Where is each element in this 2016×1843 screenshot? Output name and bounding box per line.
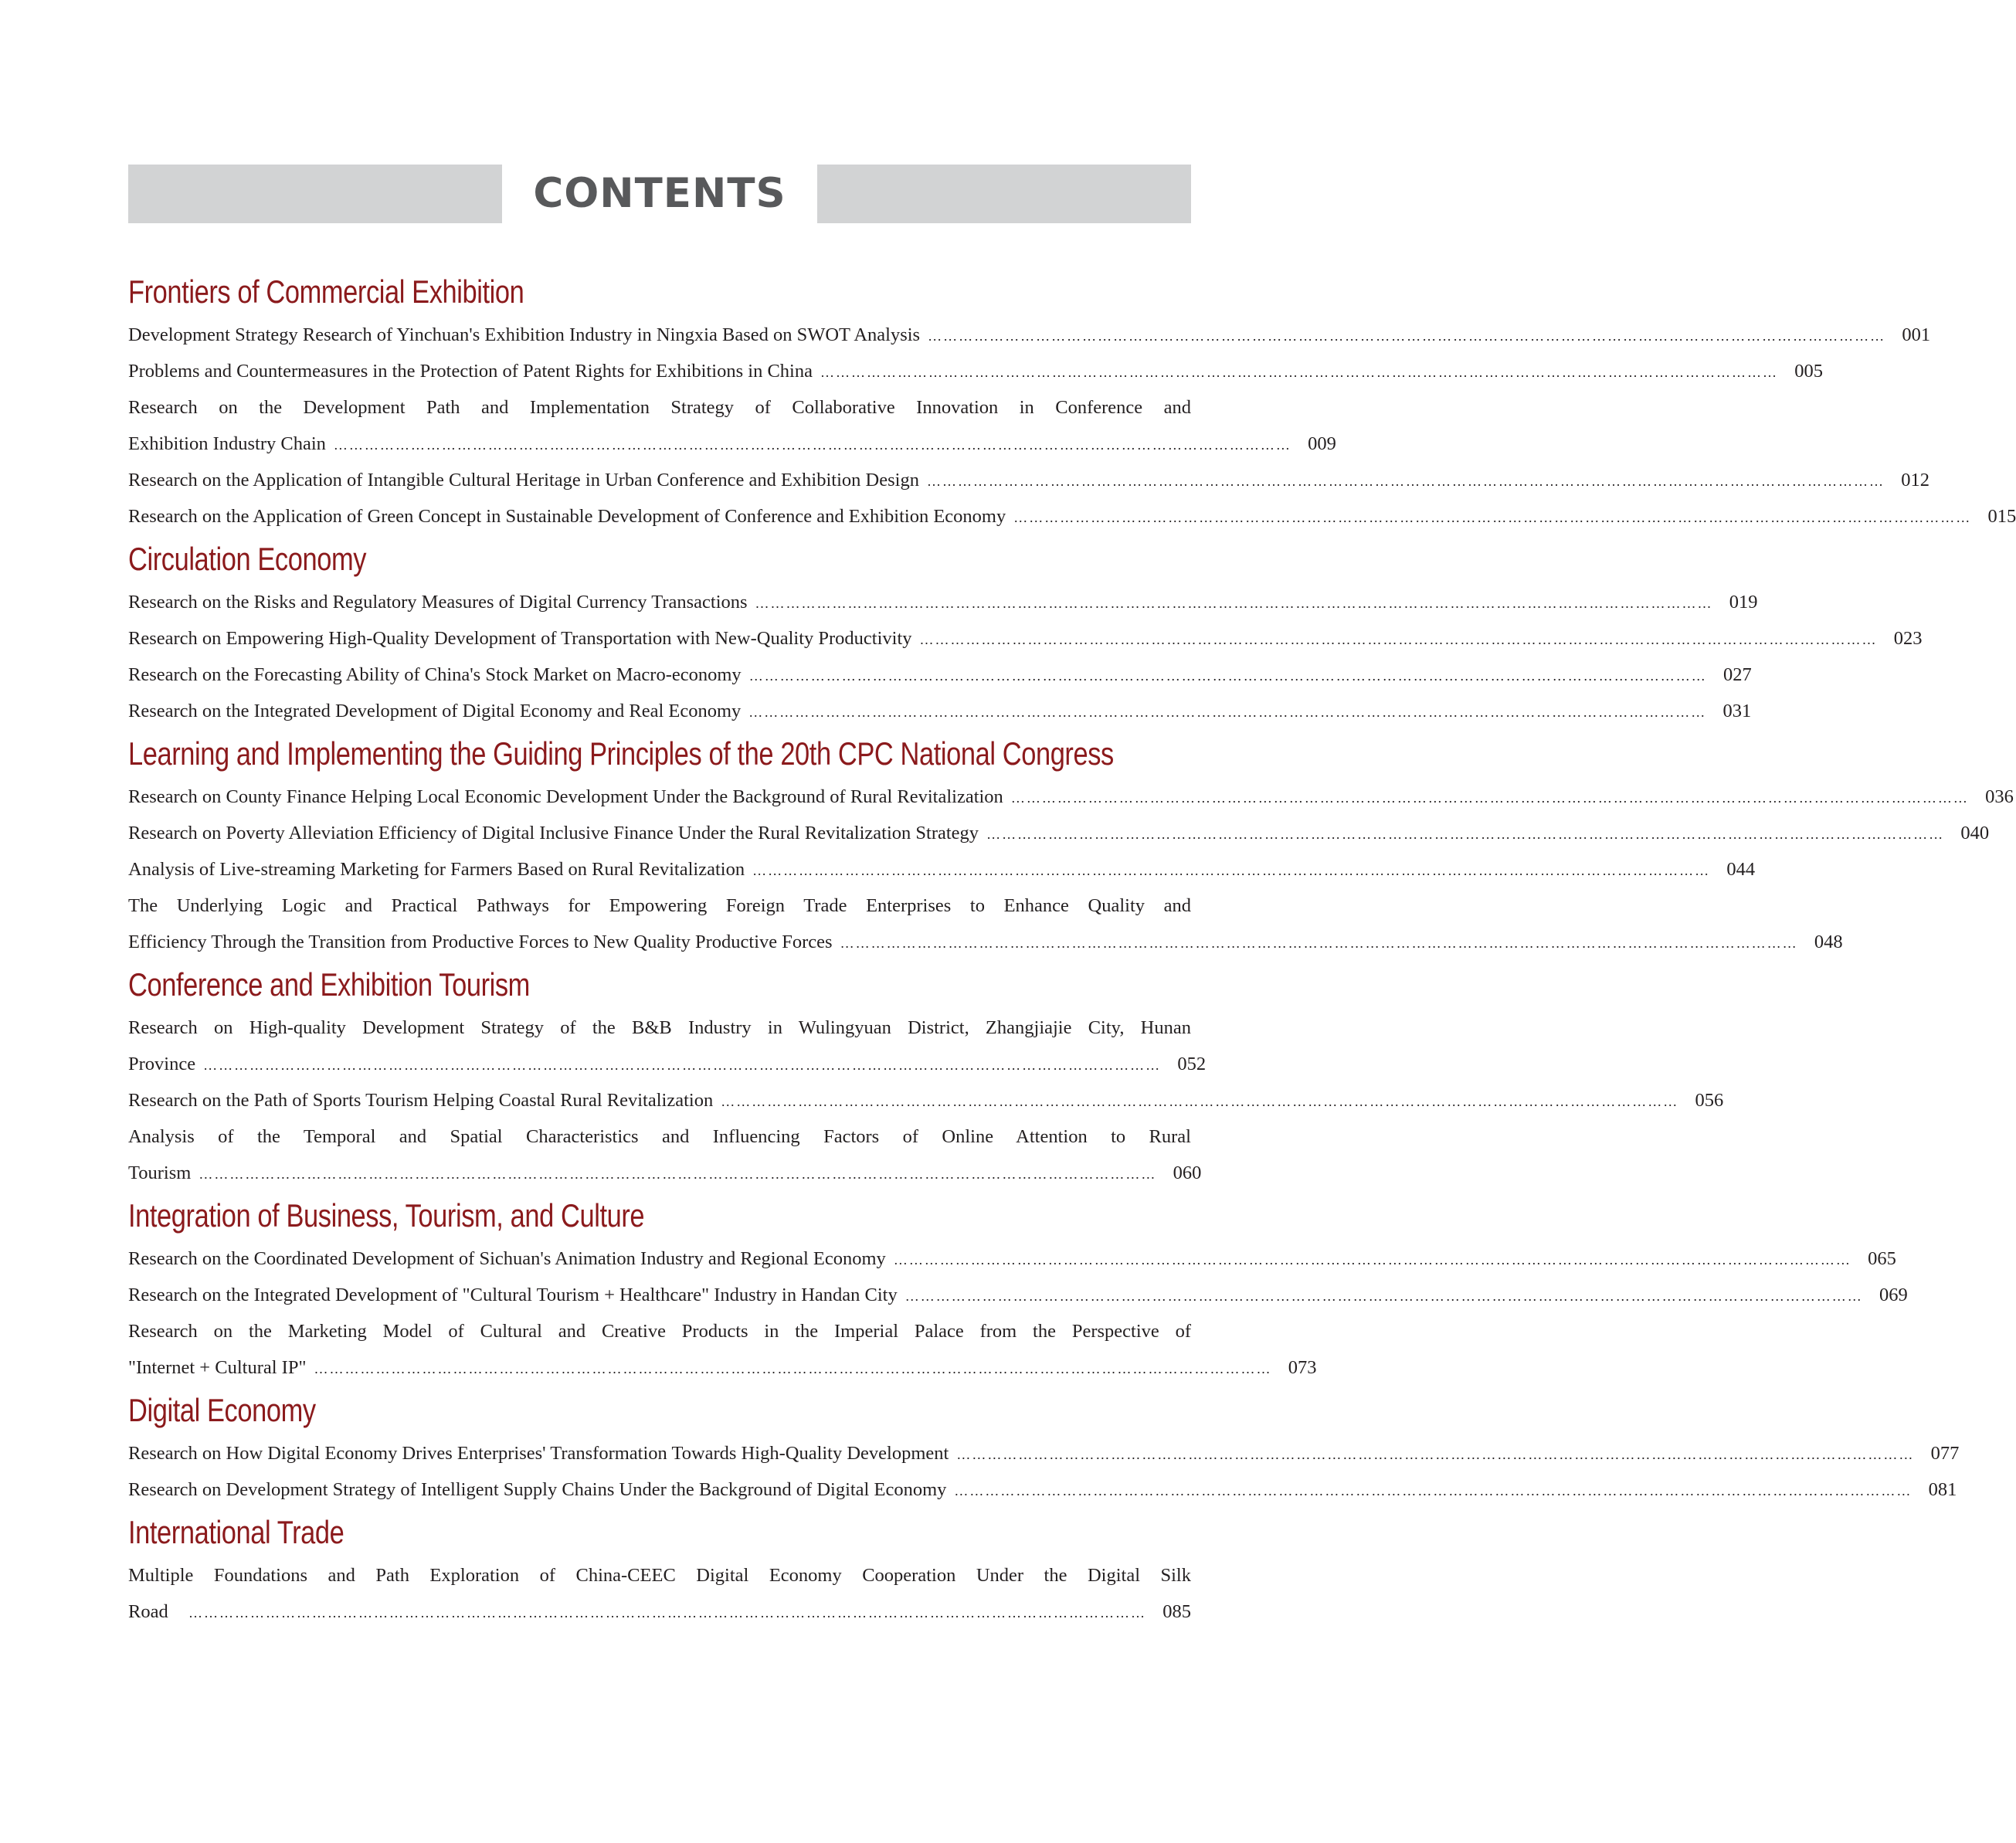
toc-entry[interactable]: [128, 353, 1823, 389]
toc-entry[interactable]: [128, 1471, 1957, 1508]
dot-leader: ……………………………………………………………………………………………………………………………………………………………………: [755, 596, 1713, 611]
dot-leader: ……………………………………………………………………………………………………………………………………………………………………: [721, 1094, 1679, 1109]
entry-line: [128, 1435, 1960, 1471]
toc-entry[interactable]: [128, 657, 1752, 693]
toc-entry[interactable]: [128, 851, 1756, 888]
entry-line: [128, 1155, 1202, 1191]
page-number: 077: [1930, 1443, 1960, 1464]
dot-leader: ……………………………………………………………………………………………………………………………………………………………………: [199, 1166, 1157, 1182]
entry-line: [128, 426, 1336, 462]
section-title: Learning and Implementing the Guiding Principles of the 20th CPC National Congress: [128, 735, 1114, 772]
dot-leader: ……………………………………………………………………………………………………………………………………………………………………: [1013, 510, 1972, 525]
page-number: 065: [1868, 1248, 1896, 1269]
dot-leader: ……………………………………………………………………………………………………………………………………………………………………: [1010, 790, 1969, 806]
entry-title-line1: Multiple Foundations and Path Exploration of China-CEEC Digital Economy Cooperation Under the Digital Silk: [128, 1565, 1191, 1586]
page-number: 052: [1177, 1054, 1207, 1074]
toc-entry[interactable]: [128, 1010, 1207, 1082]
toc-section: [128, 1508, 1191, 1630]
entry-title: Research on the Integrated Development of Digital Economy and Real Economy: [128, 701, 742, 721]
entry-title-line1: Analysis of the Temporal and Spatial Characteristics and Influencing Factors of Online Attention to Rural: [128, 1126, 1191, 1147]
dot-leader: ……………………………………………………………………………………………………………………………………………………………………: [919, 632, 1878, 647]
dot-leader: ……………………………………………………………………………………………………………………………………………………………………: [748, 704, 1707, 720]
section-title: Integration of Business, Tourism, and Culture: [128, 1197, 645, 1234]
section-title: Frontiers of Commercial Exhibition: [128, 273, 524, 310]
dot-leader: ……………………………………………………………………………………………………………………………………………………………………: [333, 437, 1291, 453]
entry-line: [128, 584, 1758, 620]
dot-leader: ……………………………………………………………………………………………………………………………………………………………………: [840, 935, 1798, 951]
entry-title: Road: [128, 1601, 168, 1622]
entry-title: Research on the Application of Green Concept in Sustainable Development of Conference and Exhibition Economy: [128, 506, 1006, 527]
entry-line: [128, 657, 1752, 693]
toc-entry[interactable]: [128, 620, 1923, 657]
dot-leader: ……………………………………………………………………………………………………………………………………………………………………: [928, 328, 1886, 344]
page-number: 015: [1987, 506, 2016, 527]
contents-page: [128, 165, 2016, 1630]
dot-leader: ……………………………………………………………………………………………………………………………………………………………………: [986, 826, 1945, 842]
table-of-contents: [128, 267, 2016, 1630]
entry-title: Research on the Forecasting Ability of China's Stock Market on Macro-economy: [128, 664, 742, 685]
dot-leader: ……………………………………………………………………………………………………………………………………………………………………: [748, 668, 1707, 684]
entry-line: [128, 779, 2014, 815]
toc-entry[interactable]: [128, 1241, 1896, 1277]
toc-entry[interactable]: [128, 1313, 1317, 1386]
entry-title: Tourism: [128, 1162, 192, 1183]
page-number: 023: [1893, 628, 1923, 649]
entry-line: [128, 851, 1756, 888]
dot-leader: ……………………………………………………………………………………………………………………………………………………………………: [926, 473, 1885, 489]
dot-leader: ……………………………………………………………………………………………………………………………………………………………………: [203, 1057, 1162, 1073]
entry-line: [128, 815, 1990, 851]
page-number: 040: [1960, 823, 1990, 843]
entry-title: Efficiency Through the Transition from Productive Forces to New Quality Productive Forces: [128, 932, 833, 952]
toc-entry[interactable]: [128, 1435, 1960, 1471]
toc-entry[interactable]: [128, 462, 1929, 498]
toc-entry[interactable]: [128, 317, 1931, 353]
entry-title: Research on Empowering High-Quality Development of Transportation with New-Quality Productivity: [128, 628, 912, 649]
page-number: 060: [1173, 1162, 1202, 1183]
toc-section: [128, 729, 2014, 960]
page-number: 073: [1288, 1357, 1317, 1378]
entry-line: [128, 924, 1843, 960]
page-number: 027: [1722, 664, 1752, 685]
entry-title: Research on the Integrated Development of "Cultural Tourism + Healthcare" Industry in Handan City: [128, 1285, 898, 1305]
toc-section: [128, 1386, 1960, 1508]
entry-title: Research on Development Strategy of Intelligent Supply Chains Under the Background of Digital Economy: [128, 1479, 947, 1500]
entry-title-line1: The Underlying Logic and Practical Pathways for Empowering Foreign Trade Enterprises to Enhance Quality and: [128, 895, 1191, 916]
entry-title: Research on Poverty Alleviation Efficiency of Digital Inclusive Finance Under the Rural Revitalization Strategy: [128, 823, 979, 843]
toc-entry[interactable]: [128, 888, 1843, 960]
entry-line: [128, 1046, 1207, 1082]
entry-line: [128, 620, 1923, 657]
dot-leader: ……………………………………………………………………………………………………………………………………………………………………: [954, 1483, 1912, 1498]
entry-title: Research on the Coordinated Development of Sichuan's Animation Industry and Regional Economy: [128, 1248, 886, 1269]
entry-line: [128, 1594, 1191, 1630]
entry-title-line1: Research on the Development Path and Implementation Strategy of Collaborative Innovation in Conference and: [128, 397, 1191, 418]
entry-title: Research on the Risks and Regulatory Measures of Digital Currency Transactions: [128, 592, 748, 613]
page-number: 069: [1879, 1285, 1908, 1305]
entry-title: Province: [128, 1054, 196, 1074]
dot-leader: ……………………………………………………………………………………………………………………………………………………………………: [956, 1447, 1915, 1462]
dot-leader: ……………………………………………………………………………………………………………………………………………………………………: [820, 365, 1778, 380]
toc-entry[interactable]: [128, 1118, 1202, 1191]
entry-line: [128, 1082, 1724, 1118]
toc-entry[interactable]: [128, 815, 1990, 851]
page-number: 005: [1794, 361, 1823, 382]
toc-section: [128, 960, 1724, 1191]
dot-leader: ……………………………………………………………………………………………………………………………………………………………………: [904, 1288, 1863, 1304]
dot-leader: ……………………………………………………………………………………………………………………………………………………………………: [314, 1361, 1272, 1376]
entry-line: [128, 1277, 1908, 1313]
toc-entry[interactable]: [128, 1277, 1908, 1313]
page-number: 001: [1902, 324, 1931, 345]
entry-line: [128, 1471, 1957, 1508]
entry-title: Research on the Path of Sports Tourism Helping Coastal Rural Revitalization: [128, 1090, 714, 1111]
entry-line: [128, 462, 1929, 498]
toc-entry[interactable]: [128, 779, 2014, 815]
entry-title: Research on How Digital Economy Drives Enterprises' Transformation Towards High-Quality Development: [128, 1443, 949, 1464]
entry-title: Research on the Application of Intangible Cultural Heritage in Urban Conference and Exhibition Design: [128, 470, 919, 490]
toc-entry[interactable]: [128, 1557, 1191, 1630]
toc-section: [128, 267, 2016, 535]
entry-line: [128, 353, 1823, 389]
entry-title: Analysis of Live-streaming Marketing for Farmers Based on Rural Revitalization: [128, 859, 745, 880]
contents-banner: [128, 165, 1191, 223]
page-number: 044: [1726, 859, 1756, 880]
entry-line: [128, 317, 1931, 353]
entry-line: [128, 1349, 1317, 1386]
banner-bar-right: [817, 165, 1191, 223]
page-number: 019: [1729, 592, 1758, 613]
toc-section: [128, 1191, 1908, 1386]
toc-entry[interactable]: [128, 389, 1336, 462]
page-title: CONTENTS: [533, 170, 786, 217]
toc-entry[interactable]: [128, 1082, 1724, 1118]
toc-entry[interactable]: [128, 498, 2016, 535]
section-title: Circulation Economy: [128, 541, 367, 577]
toc-entry[interactable]: [128, 693, 1752, 729]
page-number: 081: [1928, 1479, 1957, 1500]
entry-title-line1: Research on High-quality Development Strategy of the B&B Industry in Wulingyuan District, Zhangjiajie City, Hunan: [128, 1017, 1191, 1038]
toc-entry[interactable]: [128, 584, 1758, 620]
entry-line: [128, 693, 1752, 729]
entry-line: [128, 498, 2016, 535]
page-number: 009: [1308, 433, 1336, 454]
page-number: 031: [1722, 701, 1752, 721]
dot-leader: ……………………………………………………………………………………………………………………………………………………………………: [752, 863, 1711, 878]
entry-title: Research on County Finance Helping Local Economic Development Under the Background of Rural Revitalization: [128, 786, 1003, 807]
entry-title: Exhibition Industry Chain: [128, 433, 326, 454]
banner-bar-left: [128, 165, 502, 223]
section-title: Conference and Exhibition Tourism: [128, 966, 530, 1003]
section-title: Digital Economy: [128, 1392, 316, 1428]
entry-title: "Internet + Cultural IP": [128, 1357, 307, 1378]
toc-section: [128, 535, 1923, 729]
section-title: International Trade: [128, 1514, 344, 1550]
entry-line: [128, 1241, 1896, 1277]
entry-title: Problems and Countermeasures in the Protection of Patent Rights for Exhibitions in China: [128, 361, 813, 382]
page-number: 056: [1695, 1090, 1724, 1111]
page-number: 048: [1814, 932, 1843, 952]
entry-title-line1: Research on the Marketing Model of Cultural and Creative Products in the Imperial Palace from the Perspective of: [128, 1321, 1191, 1342]
dot-leader: ……………………………………………………………………………………………………………………………………………………………………: [893, 1252, 1851, 1268]
dot-leader: ……………………………………………………………………………………………………………………………………………………………………: [188, 1605, 1146, 1621]
entry-title: Development Strategy Research of Yinchuan's Exhibition Industry in Ningxia Based on SWOT Analysis: [128, 324, 921, 345]
page-number: 036: [1985, 786, 2014, 807]
page-number: 085: [1162, 1601, 1191, 1622]
page-number: 012: [1901, 470, 1929, 490]
